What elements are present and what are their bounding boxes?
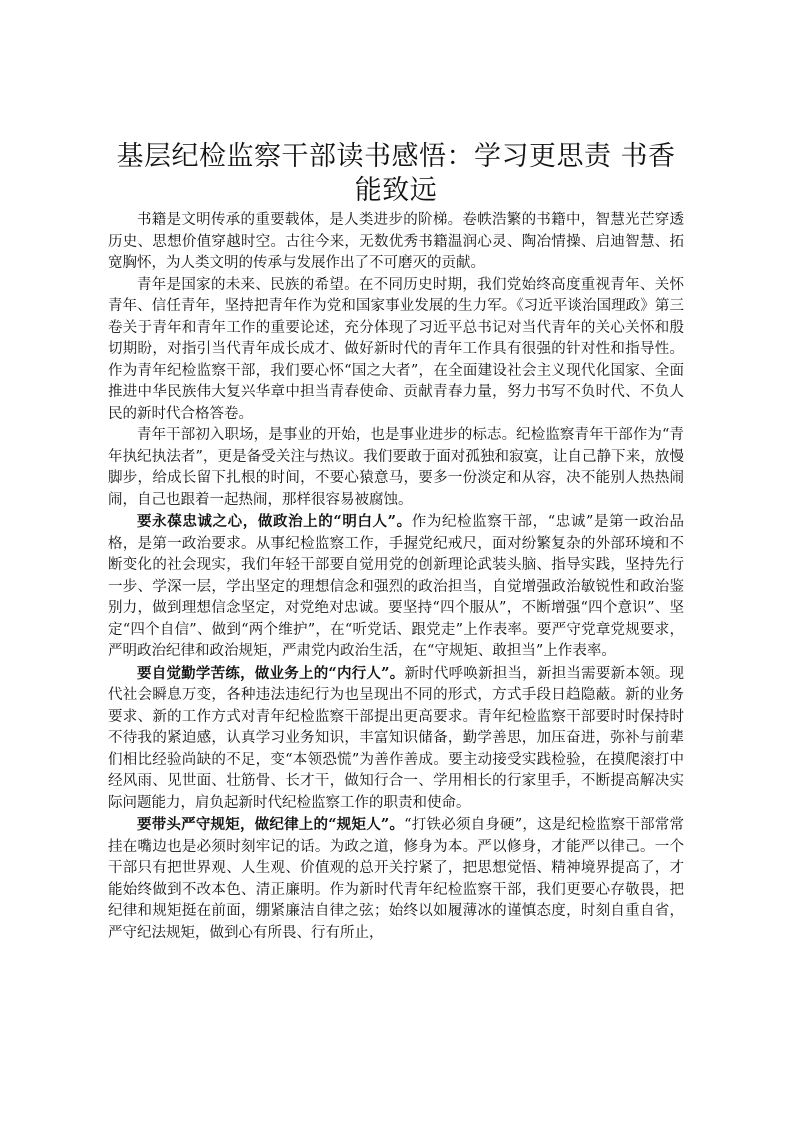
paragraph-1 <box>108 210 684 275</box>
paragraph-1-text: 书籍是文明传承的重要载体，是人类进步的阶梯。卷帙浩繁的书籍中，智慧光芒穿透历史、思想价值穿越时空。古往今来，无数优秀书籍温润心灵、陶冶情操、启迪智慧、拓宽胸怀，为人类文明的传承与发展作出了不可磨灭的贡献。 <box>108 212 684 271</box>
paragraph-6-text: “打铁必须自身硬”，这是纪检监察干部常常挂在嘴边也是必须时刻牢记的话。为政之道，修身为本。严以修身，才能严以律己。一个干部只有把世界观、人生观、价值观的总开关拧紧了，把思想觉悟、精神境界提高了，才能始终做到不改本色、清正廉明。作为新时代青年纪检监察干部，我们更要心存敬畏，把纪律和规矩挺在前面，绷紧廉洁自律之弦；始终以如履薄冰的谨慎态度，时刻自重自省，严守纪法规矩，做到心有所畏、行有所止， <box>108 817 684 941</box>
paragraph-2-text: 青年是国家的未来、民族的希望。在不同历史时期，我们党始终高度重视青年、关怀青年、信任青年，坚持把青年作为党和国家事业发展的生力军。《习近平谈治国理政》第三卷关于青年和青年工作的重要论述，充分体现了习近平总书记对当代青年的关心关怀和殷切期盼，对指引当代青年成长成才、做好新时代的青年工作具有很强的针对性和指导性。作为青年纪检监察干部，我们要心怀“国之大者”，在全面建设社会主义现代化国家、全面推进中华民族伟大复兴华章中担当青春使命、贡献青春力量，努力书写不负时代、不负人民的新时代合格答卷。 <box>108 276 684 422</box>
paragraph-6-lead: 要带头严守规矩，做纪律上的“规矩人”。 <box>137 816 405 833</box>
paragraph-4 <box>108 511 684 663</box>
paragraph-2 <box>108 275 684 426</box>
paragraph-3-text: 青年干部初入职场，是事业的开始，也是事业进步的标志。纪检监察青年干部作为“青年执纪执法者”，更是备受关注与热议。我们要敢于面对孤独和寂寞，让自己静下来，放慢脚步，给成长留下扎根的时间，不要心猿意马，要多一份淡定和从容，决不能别人热热闹闹，自己也跟着一起热闹，那样很容易被腐蚀。 <box>108 427 684 508</box>
paragraph-3 <box>108 425 684 511</box>
paragraph-5-text: 新时代呼唤新担当，新担当需要新本领。现代社会瞬息万变，各种违法违纪行为也呈现出不同的形式，方式手段日趋隐蔽。新的业务要求、新的工作方式对青年纪检监察干部提出更高要求。青年纪检监察干部要时时保持时不待我的紧迫感，认真学习业务知识，丰富知识储备，勤学善思，加压奋进，弥补与前辈们相比经验尚缺的不足，变“本领恐慌”为善作善成。要主动接受实践检验，在摸爬滚打中经风雨、见世面、壮筋骨、长才干，做知行合一、学用相长的行家里手，不断提高解决实际问题能力，肩负起新时代纪检监察工作的职责和使命。 <box>108 665 684 811</box>
paragraph-5-lead: 要自觉勤学苦练，做业务上的“内行人”。 <box>137 664 405 682</box>
paragraph-6 <box>108 814 684 944</box>
document-title: 基层纪检监察干部读书感悟：学习更思责 书香能致远 <box>116 141 676 206</box>
paragraph-5 <box>108 663 684 815</box>
paragraph-4-lead: 要永葆忠诚之心，做政治上的“明白人”。 <box>137 513 412 530</box>
paragraph-4-text: 作为纪检监察干部，“忠诚”是第一政治品格，是第一政治要求。从事纪检监察工作，手握党纪戒尺，面对纷繁复杂的外部环境和不断变化的社会现实，我们年轻干部要自觉用党的创新理论武装头脑、指导实践，坚持先行一步、学深一层，学出坚定的理想信念和强烈的政治担当，自觉增强政治敏锐性和政治鉴别力，做到理想信念坚定，对党绝对忠诚。要坚持“四个服从”，不断增强“四个意识”、坚定“四个自信”、做到“两个维护”，在“听党话、跟党走”上作表率。要严守党章党规要求，严明政治纪律和政治规矩，严肃党内政治生活，在“守规矩、敢担当”上作表率。 <box>108 514 684 659</box>
document-page <box>108 140 684 944</box>
